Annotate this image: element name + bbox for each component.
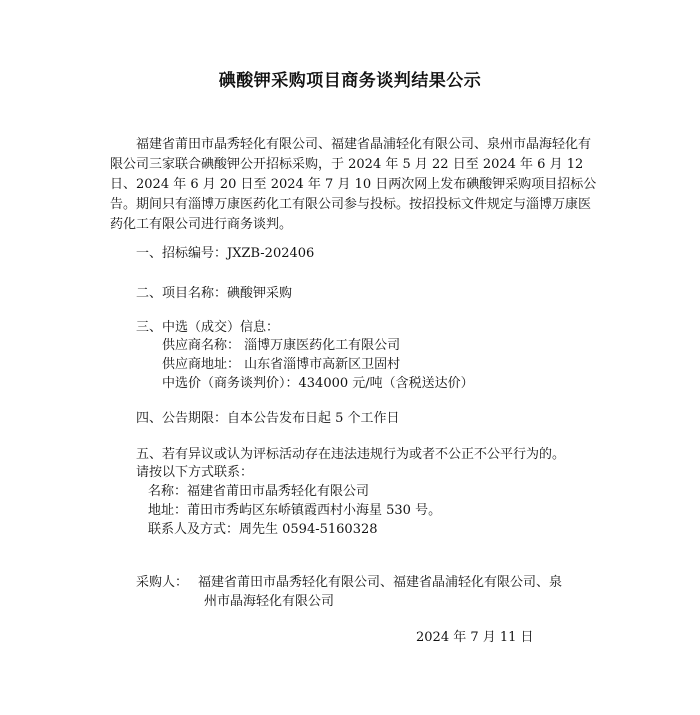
section-bid-number: 一、招标编号：JXZB-202406	[136, 246, 315, 261]
contact-name: 名称：福建省莆田市晶秀轻化有限公司	[148, 484, 370, 499]
section-selection-title: 三、中选（成交）信息：	[136, 320, 280, 335]
section-objection: 五、若有异议或认为评标活动存在违法违规行为或者不公正不公平行为的。	[136, 447, 566, 462]
purchaser-line-2: 州市晶海轻化有限公司	[204, 594, 335, 609]
page-title: 碘酸钾采购项目商务谈判结果公示	[218, 71, 482, 91]
section-project-name: 二、项目名称：碘酸钾采购	[136, 286, 293, 301]
selection-price: 中选价（商务谈判价）：434000 元/吨（含税送达价）	[162, 376, 474, 391]
purchaser-label: 采购人：	[136, 575, 189, 590]
supplier-address: 供应商地址： 山东省淄博市高新区卫固村	[162, 357, 401, 372]
publish-date: 2024 年 7 月 11 日	[416, 630, 534, 645]
contact-person: 联系人及方式：周先生 0594-5160328	[148, 522, 378, 537]
objection-contact-intro: 请按以下方式联系：	[136, 465, 254, 480]
section-notice-period: 四、公告期限：自本公告发布日起 5 个工作日	[136, 411, 400, 426]
intro-paragraph: 福建省莆田市晶秀轻化有限公司、福建省晶浦轻化有限公司、泉州市晶海轻化有限公司三家联合碘酸钾公开招标采购，于 2024 年 5 月 22 日至 2024 年 6 月 12 日、2024 年 6 月 20 日至 2024 年 7 月 10 日两次网上发布碘酸钾采购项目招标公告。期间只有淄博万康医药化工有限公司参与投标。按招投标文件规定与淄博万康医药化工有限公司进行商务谈判。	[110, 137, 597, 232]
contact-address: 地址：莆田市秀屿区东峤镇霞西村小海星 530 号。	[148, 503, 442, 518]
supplier-name: 供应商名称： 淄博万康医药化工有限公司	[162, 338, 401, 353]
purchaser-line-1: 福建省莆田市晶秀轻化有限公司、福建省晶浦轻化有限公司、泉	[198, 575, 563, 590]
